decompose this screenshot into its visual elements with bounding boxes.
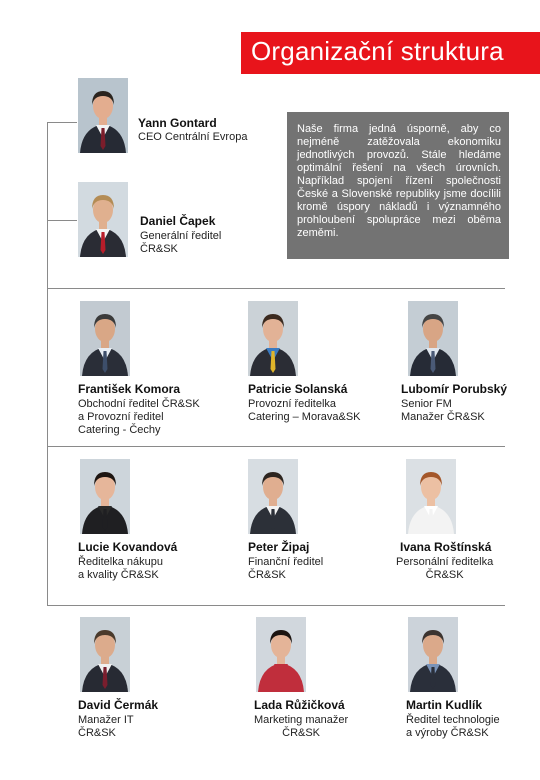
person-photo <box>408 617 458 692</box>
connector-line <box>47 288 505 289</box>
person-role: Provozní ředitelka Catering – Morava&SK <box>248 398 361 423</box>
person-name: Patricie Solanská <box>248 382 348 396</box>
page-title: Organizační struktura <box>251 36 504 66</box>
person-name: Peter Žipaj <box>248 540 310 554</box>
person-role: CEO Centrální Evropa <box>138 131 248 143</box>
person-photo <box>248 301 298 376</box>
person-role: Senior FM Manažer ČR&SK <box>401 398 485 423</box>
person-role: Marketing manažer ČR&SK <box>254 714 349 739</box>
person-role: Obchodní ředitel ČR&SK a Provozní ředitel Catering - Čechy <box>78 398 200 436</box>
person-name: Daniel Čapek <box>140 214 216 228</box>
person-name: Martin Kudlík <box>406 698 483 712</box>
person-role: Finanční ředitel ČR&SK <box>248 556 324 581</box>
person-photo <box>80 617 130 692</box>
connector-line <box>47 605 505 606</box>
company-note-text: Naše firma jedná úsporně, aby co nejméně zatěžovala ekonomiku jednotlivých provozů. Stále hledáme optimální řešení na všech úrovních. Například spojení řízení společnosti České a Slovenské republiky jsme docílili kromě úspory nákladů i významného prohloubení spolupráce mezi oběma zeměmi. <box>297 123 501 239</box>
person-role: Personální ředitelka ČR&SK <box>396 556 494 581</box>
company-note <box>287 112 509 259</box>
person-name: Yann Gontard <box>138 116 217 130</box>
person-photo <box>80 459 130 534</box>
person-name: Lada Růžičková <box>254 698 345 712</box>
person-photo <box>408 301 458 376</box>
person-name: Lucie Kovandová <box>78 540 178 554</box>
title-banner <box>240 32 540 74</box>
person-role: Generální ředitel ČR&SK <box>140 230 222 255</box>
connector-line <box>47 220 77 221</box>
person-photo <box>406 459 456 534</box>
connector-line <box>47 446 505 447</box>
person-role: Ředitelka nákupu a kvality ČR&SK <box>78 556 164 581</box>
person-photo <box>80 301 130 376</box>
person-role: Manažer IT ČR&SK <box>78 714 134 739</box>
person-photo <box>78 182 128 257</box>
connector-line <box>47 122 77 123</box>
person-name: Lubomír Porubský <box>401 382 508 396</box>
person-name: Ivana Roštínská <box>400 540 492 554</box>
connector-line <box>47 122 48 606</box>
person-name: David Čermák <box>78 698 159 712</box>
person-photo <box>78 78 128 153</box>
person-photo <box>248 459 298 534</box>
person-name: František Komora <box>78 382 181 396</box>
person-photo <box>256 617 306 692</box>
person-role: Ředitel technologie a výroby ČR&SK <box>406 714 500 739</box>
